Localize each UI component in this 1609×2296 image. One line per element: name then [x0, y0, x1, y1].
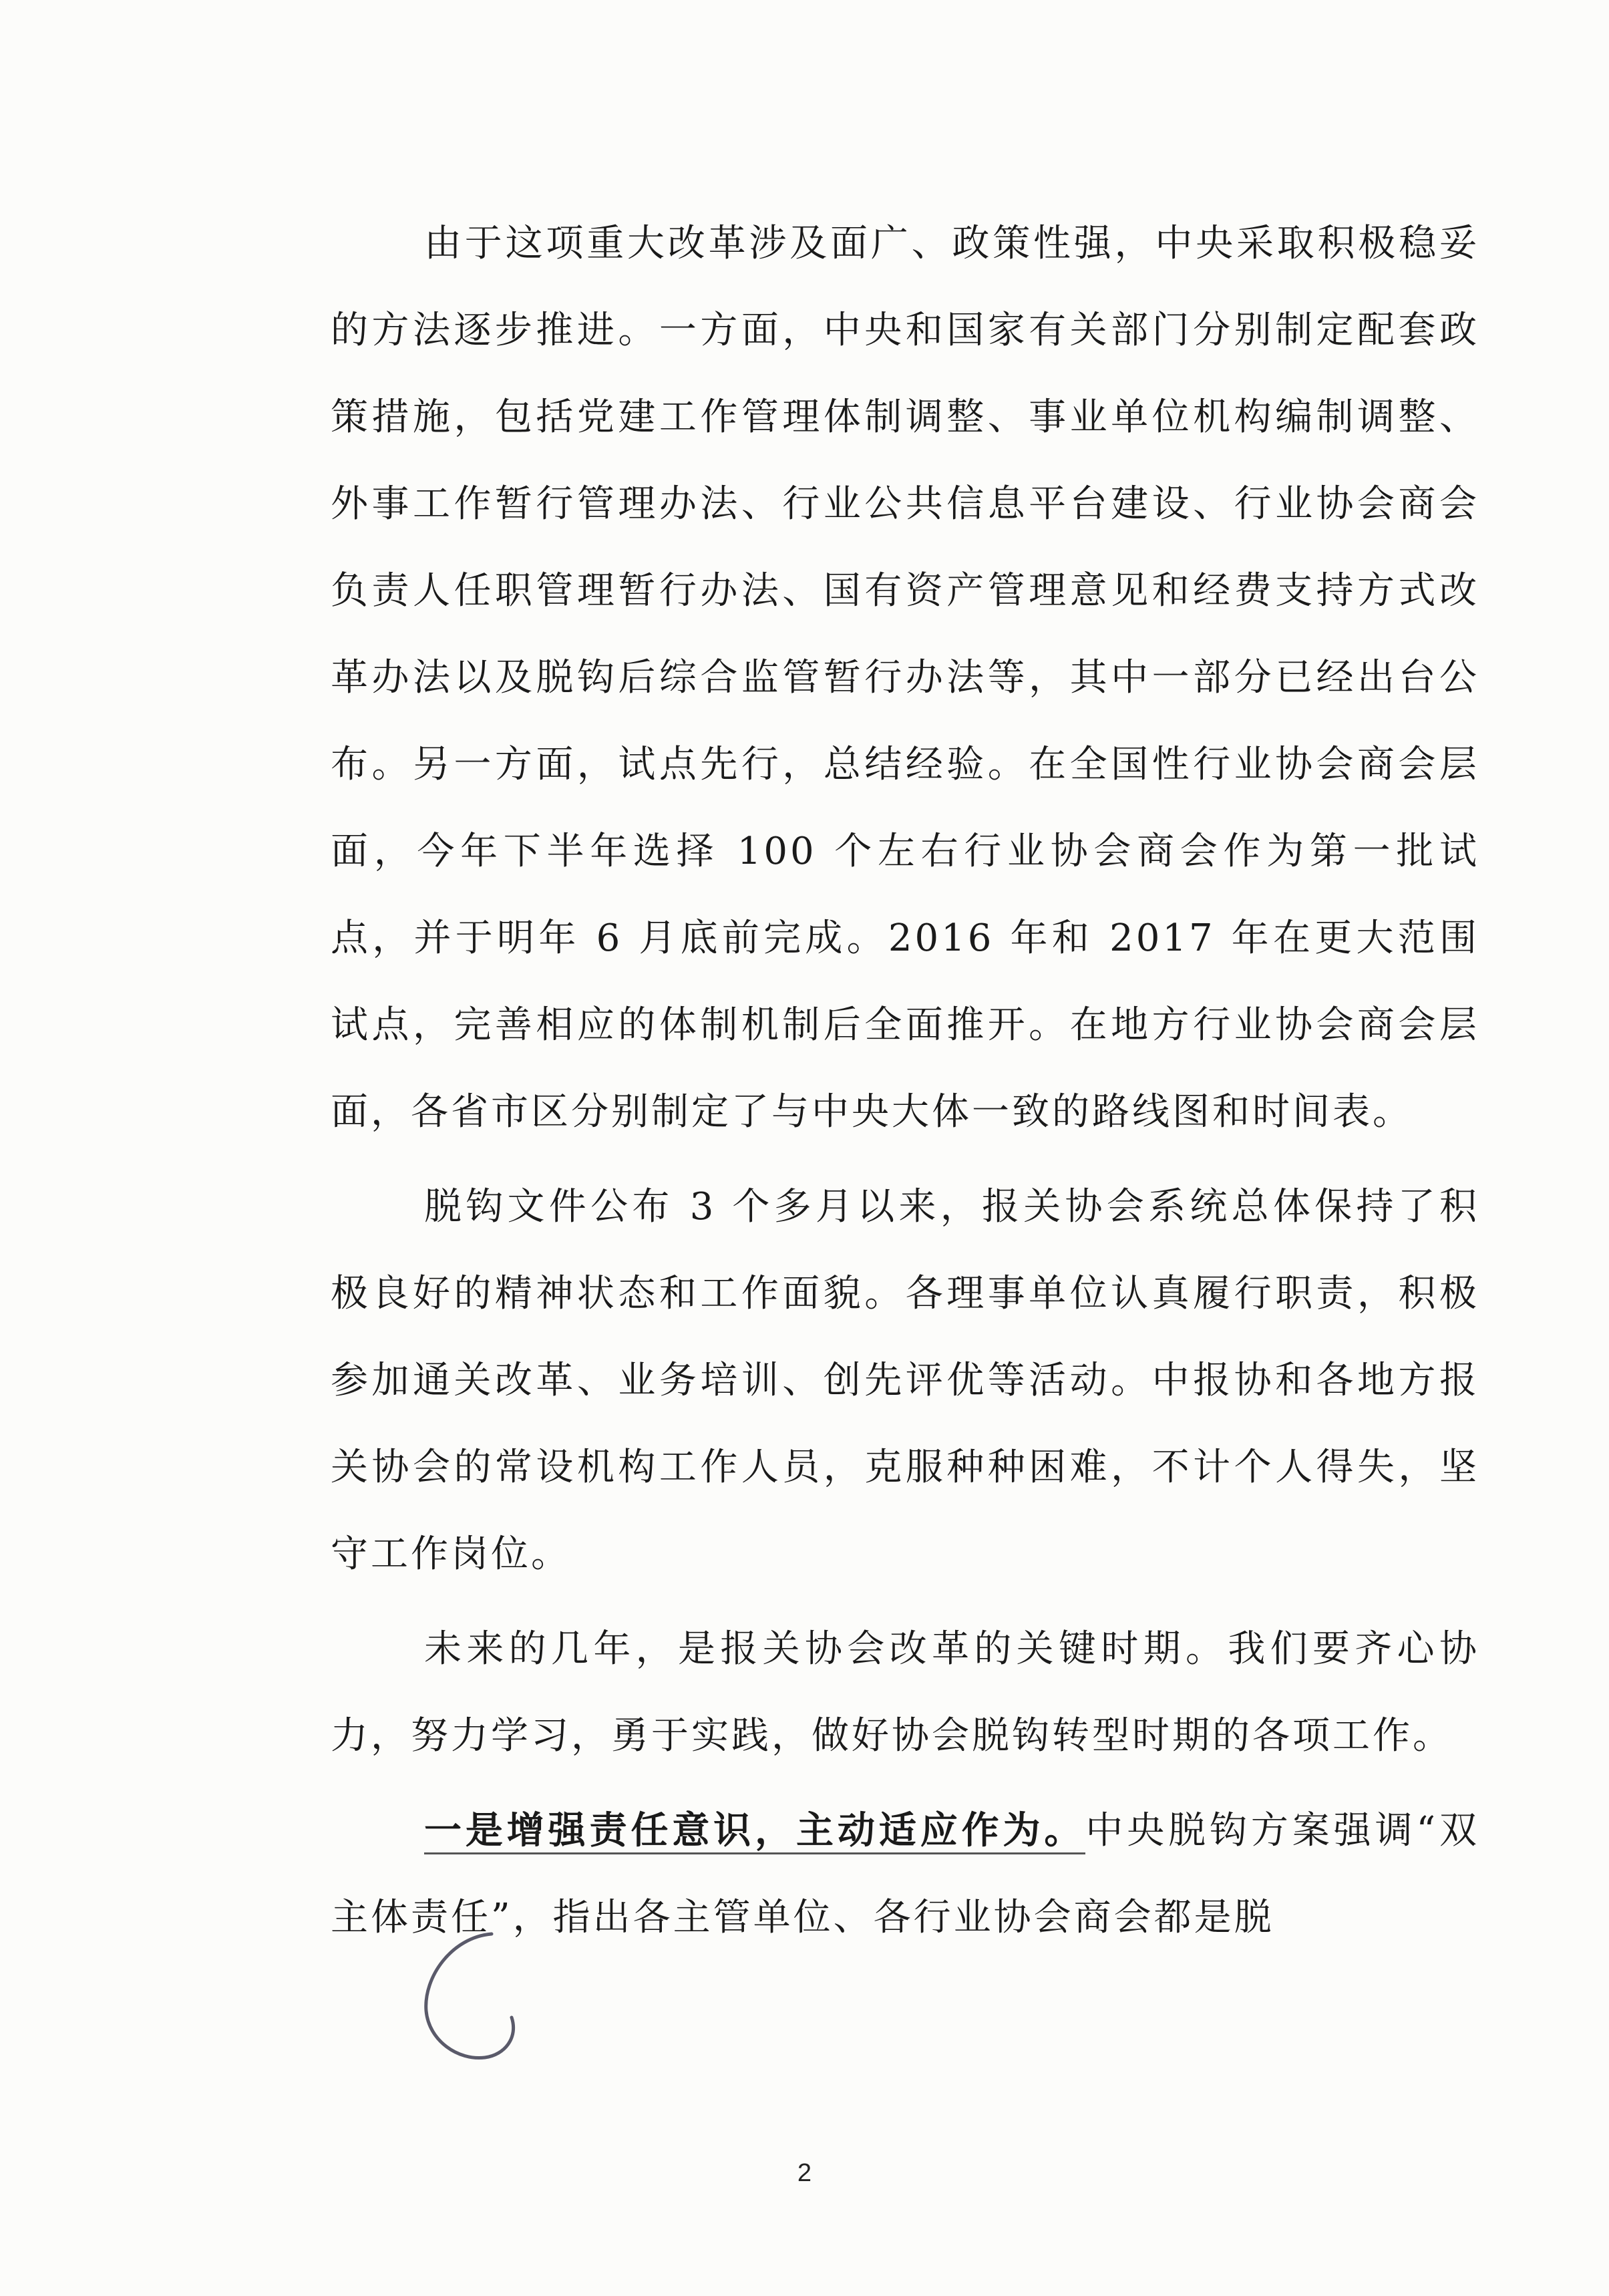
- page-number: 2: [797, 2159, 812, 2187]
- paragraph-2: 脱钩文件公布 3 个多月以来，报关协会系统总体保持了积极良好的精神状态和工作面貌。各理事单位认真履行职责，积极参加通关改革、业务培训、创先评优等活动。中报协和各地方报关协会的常设机构工作人员，克服种种困难，不计个人得失，坚守工作岗位。: [331, 1185, 1479, 1576]
- handwritten-check-icon: [411, 1924, 538, 2071]
- paragraph-4-rest: 中央脱钩方案强调“双主体责任”，指出各主管单位、各行业协会商会都是脱: [331, 1809, 1479, 1939]
- document-body: [331, 200, 1479, 1961]
- paragraph-4-lead: 一是增强责任意识，主动适应作为。: [424, 1809, 1085, 1854]
- paragraph-3: 未来的几年，是报关协会改革的关键时期。我们要齐心协力，努力学习，勇于实践，做好协会脱钩转型时期的各项工作。: [331, 1627, 1479, 1758]
- paragraph-1: 由于这项重大改革涉及面广、政策性强，中央采取积极稳妥的方法逐步推进。一方面，中央和国家有关部门分别制定配套政策措施，包括党建工作管理体制调整、事业单位机构编制调整、外事工作暂行管理办法、行业公共信息平台建设、行业协会商会负责人任职管理暂行办法、国有资产管理意见和经费支持方式改革办法以及脱钩后综合监管暂行办法等，其中一部分已经出台公布。另一方面，试点先行，总结经验。在全国性行业协会商会层面，今年下半年选择 100 个左右行业协会商会作为第一批试点，并于明年 6 月底前完成。2016 年和 2017 年在更大范围试点，完善相应的体制机制后全面推开。在地方行业协会商会层面，各省市区分别制定了与中央大体一致的路线图和时间表。: [331, 222, 1479, 1134]
